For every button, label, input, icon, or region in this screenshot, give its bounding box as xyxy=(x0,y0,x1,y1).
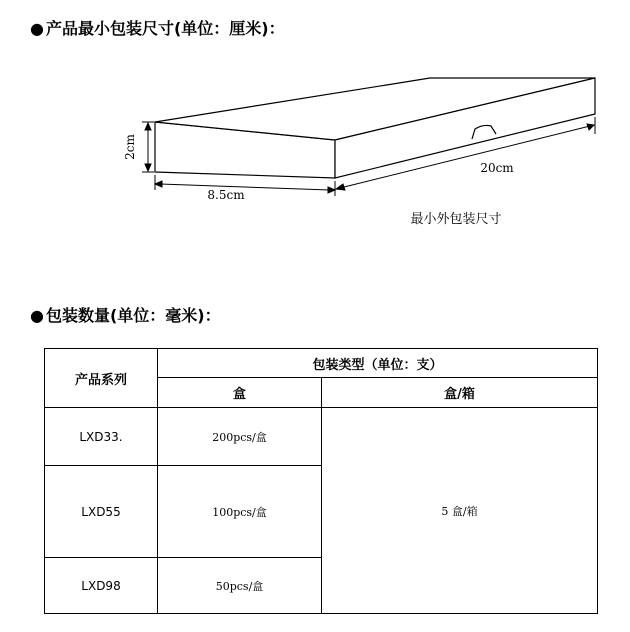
box-header: 盒 xyxy=(158,378,322,408)
bullet-icon: ● xyxy=(30,19,44,38)
carton-cell: 5 盒/箱 xyxy=(322,408,598,614)
series-cell: LXD55 xyxy=(45,466,158,558)
width-label: 8.5cm xyxy=(207,188,245,202)
package-dimension-diagram xyxy=(0,0,630,300)
box-cell: 50pcs/盒 xyxy=(158,558,322,614)
table-row xyxy=(45,408,598,466)
section-title-package-quantity xyxy=(30,303,221,326)
width-dimension xyxy=(155,175,335,196)
package-quantity-title: 包装数量(单位：毫米)： xyxy=(45,306,221,325)
packaging-table xyxy=(44,348,598,614)
box-cell: 100pcs/盒 xyxy=(158,466,322,558)
diagram-caption: 最小外包装尺寸 xyxy=(410,212,502,227)
type-header: 包装类型（单位：支） xyxy=(158,349,598,378)
length-label: 20cm xyxy=(480,161,514,175)
box-cell: 200pcs/盒 xyxy=(158,408,322,466)
carton-header: 盒/箱 xyxy=(322,378,598,408)
bullet-icon: ● xyxy=(30,306,44,325)
box-outline xyxy=(155,78,595,178)
package-size-title: 产品最小包装尺寸(单位：厘米)： xyxy=(45,19,285,38)
series-cell: LXD33. xyxy=(45,408,158,466)
series-header: 产品系列 xyxy=(45,349,158,408)
height-label: 2cm xyxy=(123,134,137,160)
series-cell: LXD98 xyxy=(45,558,158,614)
height-dimension xyxy=(142,122,154,172)
